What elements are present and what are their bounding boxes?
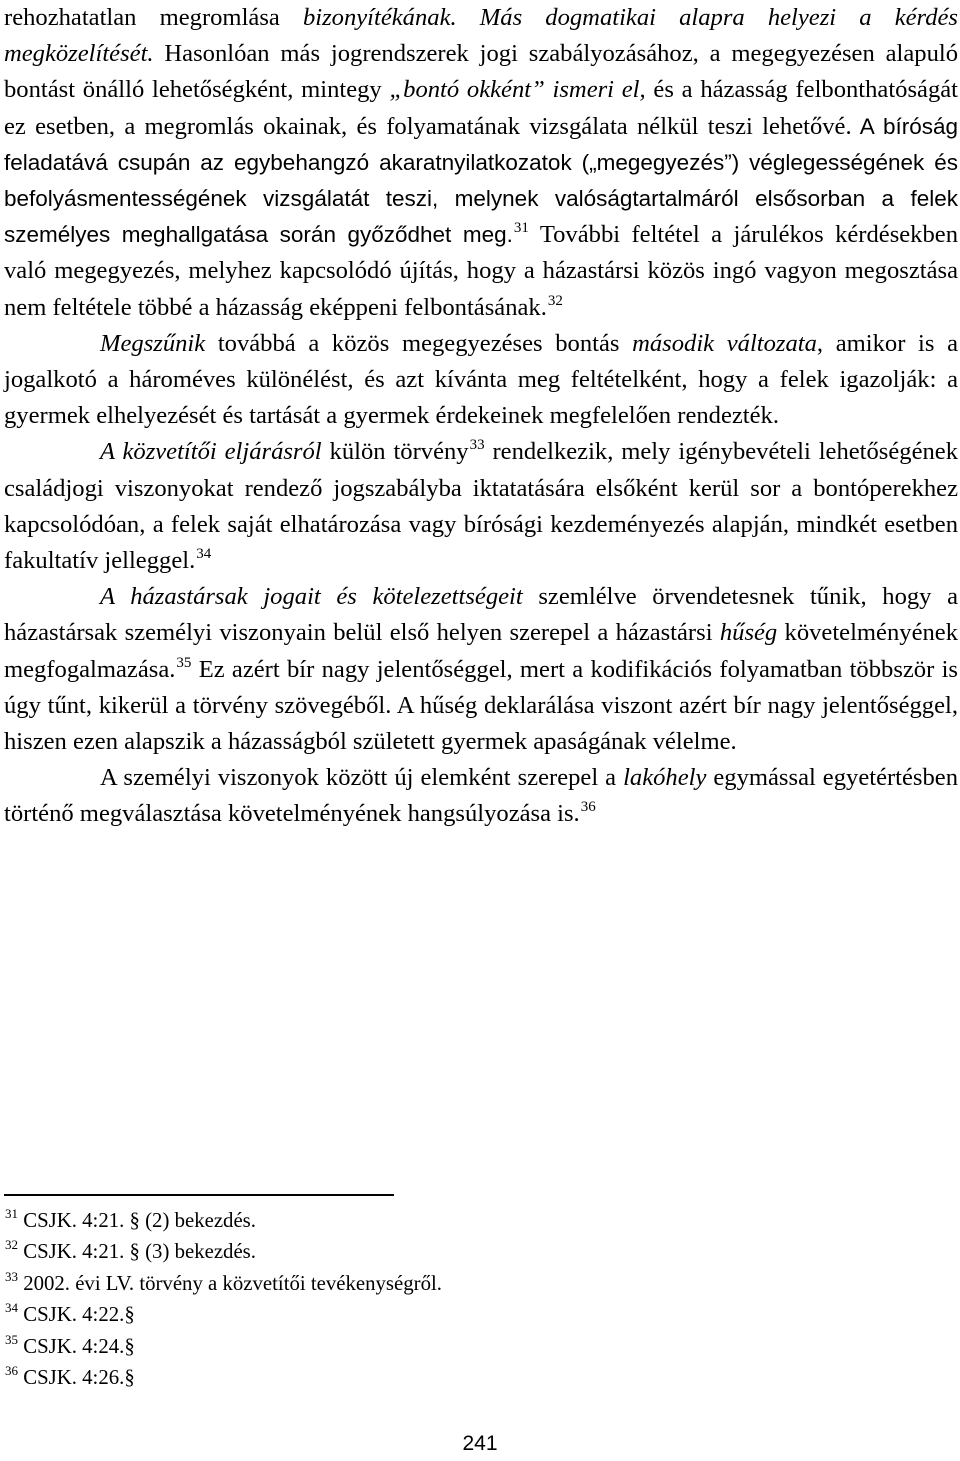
page-body <box>4 0 958 833</box>
page-number: 241 <box>462 1432 498 1455</box>
paragraph-residence <box>4 760 958 832</box>
text-run: egymással egyetértésben történő megválasztása követelményének hangsúlyozása is. <box>4 764 958 828</box>
text-run: szemlélve örvendetesnek tűnik, hogy a házastársak személyi viszonyain belül első helyen szerepel a házastársi <box>4 583 958 647</box>
italic-run: A közvetítői eljárásról <box>100 438 322 466</box>
footnote-ref-32[interactable]: 32 <box>547 292 563 309</box>
text-run: A személyi viszonyok között új elemként szerepel a <box>100 764 624 792</box>
paragraph-divorce-by-consent <box>4 0 958 326</box>
italic-run: hűség <box>719 619 778 647</box>
italic-run: „bontó okként” ismeri el, <box>389 76 646 104</box>
footnote-36 <box>4 1362 944 1393</box>
footnote-text: CSJK. 4:22.§ <box>18 1303 135 1327</box>
footnote-ref-31[interactable]: 31 <box>513 220 529 237</box>
text-run: rendelkezik, mely igénybevételi lehetőségének családjogi viszonyokat rendező jogszabályba iktatatására elsőként kerül sor a bontóperekhez kapcsolódóan, a felek saját elhatározása vagy bírósági kezdeményezés alapján, mindkét esetben fakultatív jelleggel. <box>4 438 958 575</box>
text-run: További feltétel a járulékos kérdésekben való megegyezés, melyhez kapcsolódó újítás, hogy a házastársi közös ingó vagyon megosztása nem feltétele többé a házasság eképpeni felbontásának. <box>4 221 958 321</box>
footnote-ref-35[interactable]: 35 <box>176 654 192 671</box>
footnote-number: 34 <box>5 1300 18 1316</box>
footnote-34 <box>4 1299 944 1330</box>
text-run: Hasonlóan más jogrendszerek jogi szabályozásához, a megegyezésen alapuló bontást önálló lehetőségként, mintegy <box>4 40 958 104</box>
italic-run: A házastársak jogait és kötelezettségeit <box>100 583 523 611</box>
text-run: rehozhatatlan megromlása <box>4 4 303 31</box>
text-run-sans: A bíróság feladatává csupán az egybehangzó akaratnyilatkozatok („megegyezés”) véglegességének és befolyásmentességének vizsgálatát teszi, melynek valóságtartalmáról elsősorban a felek személyes meghallgatása során győződhet meg. <box>4 113 958 248</box>
footnotes <box>4 1205 944 1393</box>
text-run: külön törvény <box>321 438 469 466</box>
text-run: Ez azért bír nagy jelentőséggel, mert a kodifikációs folyamatban többször is úgy tűnt, kikerül a törvény szövegéből. A hűség deklarálása viszont azért bír nagy jelentőséggel, hiszen ezen alapszik a házasságból született gyermek apaságának vélelme. <box>4 655 958 756</box>
footnote-separator <box>4 1194 394 1196</box>
footnote-number: 35 <box>5 1331 18 1347</box>
footnote-number: 31 <box>5 1206 18 1221</box>
footnote-text: CSJK. 4:26.§ <box>18 1366 135 1390</box>
footnote-number: 36 <box>5 1363 18 1379</box>
footnote-35 <box>4 1331 944 1362</box>
paragraph-second-variant <box>4 326 958 435</box>
italic-run: második változata <box>632 329 817 357</box>
footnote-text: 2002. évi LV. törvény a közvetítői tevékenységről. <box>18 1271 442 1295</box>
footnote-ref-33[interactable]: 33 <box>469 437 485 454</box>
italic-run: Megszűnik <box>100 329 206 357</box>
footnote-ref-36[interactable]: 36 <box>580 799 596 816</box>
italic-run: bizonyítékának. Más dogmatikai alapra helyezi a kérdés megközelítését. <box>4 4 959 68</box>
footnote-number: 32 <box>5 1237 18 1253</box>
paragraph-mediation <box>4 434 958 579</box>
footnote-31 <box>4 1205 944 1236</box>
text-run: és a házasság felbonthatóságát ez esetben, a megromlás okainak, és folyamatának vizsgálata nélkül teszi lehetővé. <box>4 76 959 140</box>
italic-run: lakóhely <box>623 764 707 792</box>
footnote-text: CSJK. 4:24.§ <box>18 1334 135 1358</box>
text-run: követelményének megfogalmazása. <box>4 619 958 683</box>
footnote-32 <box>4 1236 944 1267</box>
text-run: továbbá a közös megegyezéses bontás <box>205 329 633 357</box>
footnote-number: 33 <box>5 1268 18 1284</box>
footnote-text: CSJK. 4:21. § (2) bekezdés. <box>18 1209 256 1232</box>
text-run: , amikor is a jogalkotó a hároméves különélést, és azt kívánta meg feltételként, hogy a felek igazolják: a gyermek elhelyezését és tartását a gyermek érdekeinek megfelelően rendezték. <box>4 329 959 430</box>
footnote-33 <box>4 1268 944 1299</box>
footnote-ref-34[interactable]: 34 <box>196 546 212 563</box>
paragraph-spouse-rights <box>4 579 958 760</box>
footnote-text: CSJK. 4:21. § (3) bekezdés. <box>18 1240 256 1264</box>
